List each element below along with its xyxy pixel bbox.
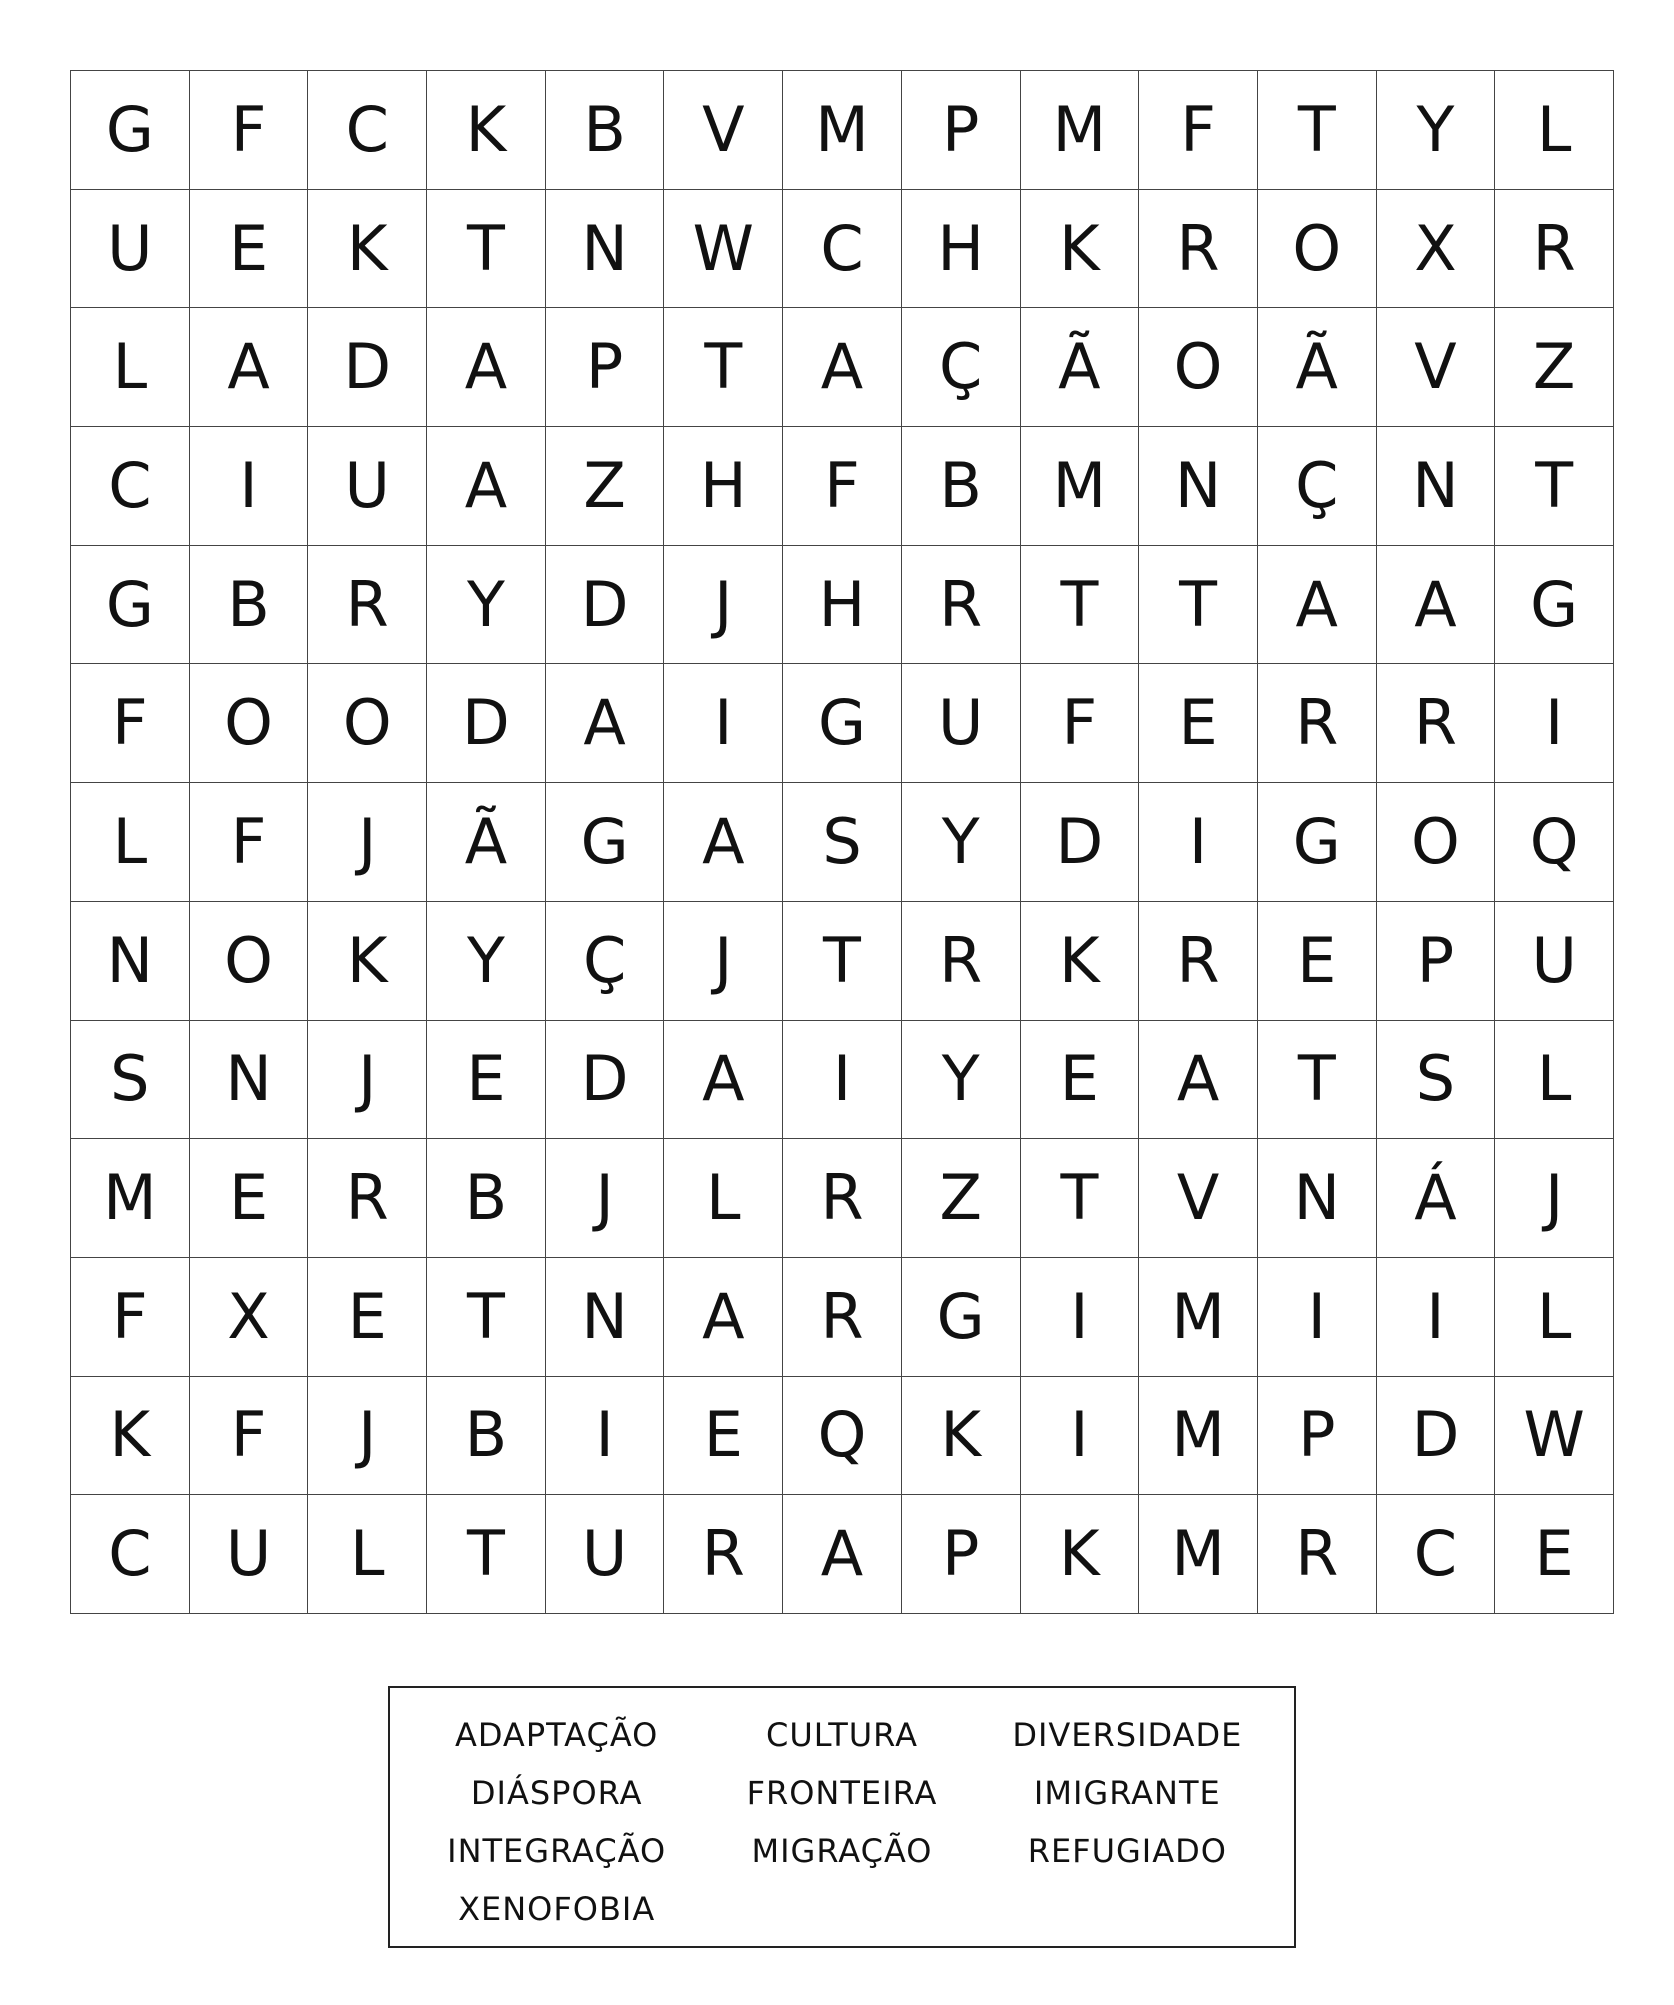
grid-cell[interactable]: U xyxy=(190,1495,309,1614)
word-list-item: ADAPTAÇÃO xyxy=(454,1716,659,1754)
grid-cell[interactable]: N xyxy=(71,902,190,1021)
grid-cell[interactable]: R xyxy=(308,546,427,665)
grid-cell[interactable]: U xyxy=(308,427,427,546)
grid-cell[interactable]: Z xyxy=(1495,308,1614,427)
grid-cell[interactable]: A xyxy=(1139,1021,1258,1140)
grid-cell[interactable]: A xyxy=(664,1021,783,1140)
grid-cell[interactable]: J xyxy=(308,783,427,902)
grid-cell[interactable]: T xyxy=(1021,1139,1140,1258)
grid-cell[interactable]: Ã xyxy=(1258,308,1377,427)
grid-cell[interactable]: D xyxy=(1377,1377,1496,1496)
grid-cell[interactable]: K xyxy=(1021,190,1140,309)
grid-cell[interactable]: D xyxy=(546,546,665,665)
grid-cell[interactable]: R xyxy=(1495,190,1614,309)
grid-cell[interactable]: I xyxy=(664,664,783,783)
grid-cell[interactable]: E xyxy=(1139,664,1258,783)
grid-cell[interactable]: A xyxy=(783,308,902,427)
word-list-item: INTEGRAÇÃO xyxy=(447,1832,667,1870)
grid-cell[interactable]: Z xyxy=(902,1139,1021,1258)
grid-cell[interactable]: S xyxy=(1377,1021,1496,1140)
grid-cell[interactable]: A xyxy=(427,308,546,427)
grid-cell[interactable]: N xyxy=(190,1021,309,1140)
grid-cell[interactable]: A xyxy=(664,1258,783,1377)
grid-cell[interactable]: R xyxy=(902,902,1021,1021)
grid-cell[interactable]: A xyxy=(664,783,783,902)
grid-cell[interactable]: F xyxy=(71,664,190,783)
grid-cell[interactable]: A xyxy=(190,308,309,427)
grid-cell[interactable]: S xyxy=(71,1021,190,1140)
grid-cell[interactable]: I xyxy=(1021,1377,1140,1496)
grid-cell[interactable]: E xyxy=(308,1258,427,1377)
grid-cell[interactable]: T xyxy=(1139,546,1258,665)
grid-cell[interactable]: K xyxy=(308,190,427,309)
grid-cell[interactable]: T xyxy=(427,1495,546,1614)
grid-cell[interactable]: N xyxy=(1139,427,1258,546)
grid-cell[interactable]: X xyxy=(1377,190,1496,309)
word-list-item: XENOFOBIA xyxy=(458,1890,656,1928)
grid-cell[interactable]: T xyxy=(427,1258,546,1377)
grid-cell[interactable]: Ç xyxy=(902,308,1021,427)
grid-cell[interactable]: O xyxy=(1258,190,1377,309)
grid-cell[interactable]: F xyxy=(190,783,309,902)
grid-cell[interactable]: V xyxy=(1377,308,1496,427)
grid-cell[interactable]: G xyxy=(71,71,190,190)
grid-cell[interactable]: J xyxy=(308,1021,427,1140)
grid-cell[interactable]: P xyxy=(1258,1377,1377,1496)
grid-cell[interactable]: B xyxy=(427,1139,546,1258)
grid-cell[interactable]: P xyxy=(546,308,665,427)
grid-cell[interactable]: T xyxy=(1495,427,1614,546)
word-list-item: IMIGRANTE xyxy=(1033,1774,1221,1812)
grid-cell[interactable]: H xyxy=(783,546,902,665)
word-list-item: DIÁSPORA xyxy=(470,1774,643,1812)
grid-cell[interactable]: Y xyxy=(902,783,1021,902)
grid-cell[interactable]: M xyxy=(1139,1377,1258,1496)
grid-cell[interactable]: E xyxy=(1021,1021,1140,1140)
grid-cell[interactable]: R xyxy=(1139,190,1258,309)
grid-cell[interactable]: I xyxy=(1258,1258,1377,1377)
grid-cell[interactable]: D xyxy=(308,308,427,427)
grid-cell[interactable]: B xyxy=(190,546,309,665)
grid-cell[interactable]: R xyxy=(783,1258,902,1377)
grid-cell[interactable]: I xyxy=(190,427,309,546)
word-list-item: MIGRAÇÃO xyxy=(751,1832,933,1870)
grid-cell[interactable]: A xyxy=(546,664,665,783)
grid-cell[interactable]: I xyxy=(1021,1258,1140,1377)
grid-cell[interactable]: D xyxy=(1021,783,1140,902)
grid-cell[interactable]: A xyxy=(1377,546,1496,665)
grid-cell[interactable]: B xyxy=(546,71,665,190)
grid-cell[interactable]: R xyxy=(1377,664,1496,783)
grid-cell[interactable]: F xyxy=(1139,71,1258,190)
grid-cell[interactable]: Á xyxy=(1377,1139,1496,1258)
word-list-item: CULTURA xyxy=(766,1716,918,1754)
grid-cell[interactable]: K xyxy=(1021,902,1140,1021)
grid-cell[interactable]: I xyxy=(546,1377,665,1496)
grid-cell[interactable]: O xyxy=(1377,783,1496,902)
grid-cell[interactable]: C xyxy=(71,427,190,546)
grid-cell[interactable]: X xyxy=(190,1258,309,1377)
word-list-item: DIVERSIDADE xyxy=(1012,1716,1243,1754)
grid-cell[interactable]: N xyxy=(1258,1139,1377,1258)
grid-cell[interactable]: U xyxy=(902,664,1021,783)
word-search-grid xyxy=(70,70,1614,1614)
grid-cell[interactable]: L xyxy=(1495,1258,1614,1377)
grid-cell[interactable]: Q xyxy=(1495,783,1614,902)
grid-cell[interactable]: J xyxy=(664,546,783,665)
grid-cell[interactable]: V xyxy=(1139,1139,1258,1258)
grid-cell[interactable]: G xyxy=(1258,783,1377,902)
grid-cell[interactable]: F xyxy=(190,1377,309,1496)
grid-cell[interactable]: L xyxy=(308,1495,427,1614)
grid-cell[interactable]: I xyxy=(1377,1258,1496,1377)
grid-cell[interactable]: J xyxy=(308,1377,427,1496)
grid-cell[interactable]: L xyxy=(664,1139,783,1258)
grid-cell[interactable]: P xyxy=(902,1495,1021,1614)
grid-cell[interactable]: T xyxy=(783,902,902,1021)
grid-cell[interactable]: U xyxy=(1495,902,1614,1021)
grid-cell[interactable]: U xyxy=(71,190,190,309)
grid-cell[interactable]: R xyxy=(664,1495,783,1614)
grid-cell[interactable]: G xyxy=(902,1258,1021,1377)
grid-cell[interactable]: F xyxy=(783,427,902,546)
grid-cell[interactable]: R xyxy=(1258,664,1377,783)
grid-cell[interactable]: M xyxy=(71,1139,190,1258)
grid-cell[interactable]: R xyxy=(902,546,1021,665)
grid-cell[interactable]: G xyxy=(71,546,190,665)
grid-cell[interactable]: E xyxy=(1495,1495,1614,1614)
grid-cell[interactable]: Ç xyxy=(1258,427,1377,546)
grid-cell[interactable]: N xyxy=(546,1258,665,1377)
grid-cell[interactable]: D xyxy=(427,664,546,783)
grid-cell[interactable]: N xyxy=(1377,427,1496,546)
grid-cell[interactable]: J xyxy=(546,1139,665,1258)
grid-cell[interactable]: D xyxy=(546,1021,665,1140)
grid-cell[interactable]: P xyxy=(902,71,1021,190)
grid-cell[interactable]: H xyxy=(664,427,783,546)
grid-cell[interactable]: F xyxy=(1021,664,1140,783)
grid-cell[interactable]: L xyxy=(71,783,190,902)
grid-cell[interactable]: O xyxy=(1139,308,1258,427)
grid-cell[interactable]: E xyxy=(190,190,309,309)
grid-cell[interactable]: R xyxy=(1258,1495,1377,1614)
grid-cell[interactable]: E xyxy=(1258,902,1377,1021)
grid-cell[interactable]: Ç xyxy=(546,902,665,1021)
grid-cell[interactable]: G xyxy=(546,783,665,902)
grid-cell[interactable]: J xyxy=(1495,1139,1614,1258)
grid-cell[interactable]: L xyxy=(1495,71,1614,190)
grid-cell[interactable]: L xyxy=(1495,1021,1614,1140)
grid-cell[interactable]: N xyxy=(546,190,665,309)
grid-cell[interactable]: Ã xyxy=(427,783,546,902)
grid-cell[interactable]: R xyxy=(1139,902,1258,1021)
grid-cell[interactable]: K xyxy=(1021,1495,1140,1614)
grid-cell[interactable]: L xyxy=(71,308,190,427)
grid-cell[interactable]: G xyxy=(783,664,902,783)
grid-cell[interactable]: O xyxy=(190,902,309,1021)
grid-cell[interactable]: I xyxy=(1495,664,1614,783)
word-list-box xyxy=(388,1686,1296,1948)
grid-cell[interactable]: T xyxy=(1258,71,1377,190)
grid-cell[interactable]: Y xyxy=(1377,71,1496,190)
grid-cell[interactable]: H xyxy=(902,190,1021,309)
grid-cell[interactable]: O xyxy=(190,664,309,783)
grid-cell[interactable]: Z xyxy=(546,427,665,546)
grid-cell[interactable]: C xyxy=(1377,1495,1496,1614)
grid-cell[interactable]: M xyxy=(783,71,902,190)
grid-cell[interactable]: M xyxy=(1021,427,1140,546)
grid-cell[interactable]: K xyxy=(71,1377,190,1496)
grid-cell[interactable]: T xyxy=(1021,546,1140,665)
grid-cell[interactable]: B xyxy=(902,427,1021,546)
grid-cell[interactable]: R xyxy=(308,1139,427,1258)
grid-cell[interactable]: K xyxy=(427,71,546,190)
grid-cell[interactable]: R xyxy=(783,1139,902,1258)
grid-cell[interactable]: Y xyxy=(427,546,546,665)
grid-cell[interactable]: Y xyxy=(427,902,546,1021)
grid-cell[interactable]: U xyxy=(546,1495,665,1614)
grid-cell[interactable]: M xyxy=(1139,1495,1258,1614)
grid-cell[interactable]: M xyxy=(1021,71,1140,190)
grid-cell[interactable]: M xyxy=(1139,1258,1258,1377)
grid-cell[interactable]: C xyxy=(308,71,427,190)
grid-cell[interactable]: J xyxy=(664,902,783,1021)
word-list-item: FRONTEIRA xyxy=(746,1774,938,1812)
grid-cell[interactable]: I xyxy=(783,1021,902,1140)
grid-cell[interactable]: K xyxy=(902,1377,1021,1496)
grid-cell[interactable]: Ã xyxy=(1021,308,1140,427)
word-list-item: REFUGIADO xyxy=(1027,1832,1227,1870)
grid-cell[interactable]: B xyxy=(427,1377,546,1496)
grid-cell[interactable]: E xyxy=(664,1377,783,1496)
grid-cell[interactable]: S xyxy=(783,783,902,902)
grid-cell[interactable]: V xyxy=(664,71,783,190)
grid-cell[interactable]: C xyxy=(71,1495,190,1614)
grid-cell[interactable]: E xyxy=(427,1021,546,1140)
grid-cell[interactable]: Y xyxy=(902,1021,1021,1140)
grid-cell[interactable]: A xyxy=(427,427,546,546)
grid-cell[interactable]: P xyxy=(1377,902,1496,1021)
grid-cell[interactable]: G xyxy=(1495,546,1614,665)
grid-cell[interactable]: W xyxy=(1495,1377,1614,1496)
grid-cell[interactable]: O xyxy=(308,664,427,783)
grid-cell[interactable]: A xyxy=(1258,546,1377,665)
grid-cell[interactable]: K xyxy=(308,902,427,1021)
grid-cell[interactable]: F xyxy=(190,71,309,190)
grid-cell[interactable]: Q xyxy=(783,1377,902,1496)
grid-cell[interactable]: I xyxy=(1139,783,1258,902)
grid-cell[interactable]: W xyxy=(664,190,783,309)
grid-cell[interactable]: A xyxy=(783,1495,902,1614)
grid-cell[interactable]: T xyxy=(427,190,546,309)
grid-cell[interactable]: F xyxy=(71,1258,190,1377)
grid-cell[interactable]: T xyxy=(664,308,783,427)
grid-cell[interactable]: E xyxy=(190,1139,309,1258)
grid-cell[interactable]: C xyxy=(783,190,902,309)
grid-cell[interactable]: T xyxy=(1258,1021,1377,1140)
